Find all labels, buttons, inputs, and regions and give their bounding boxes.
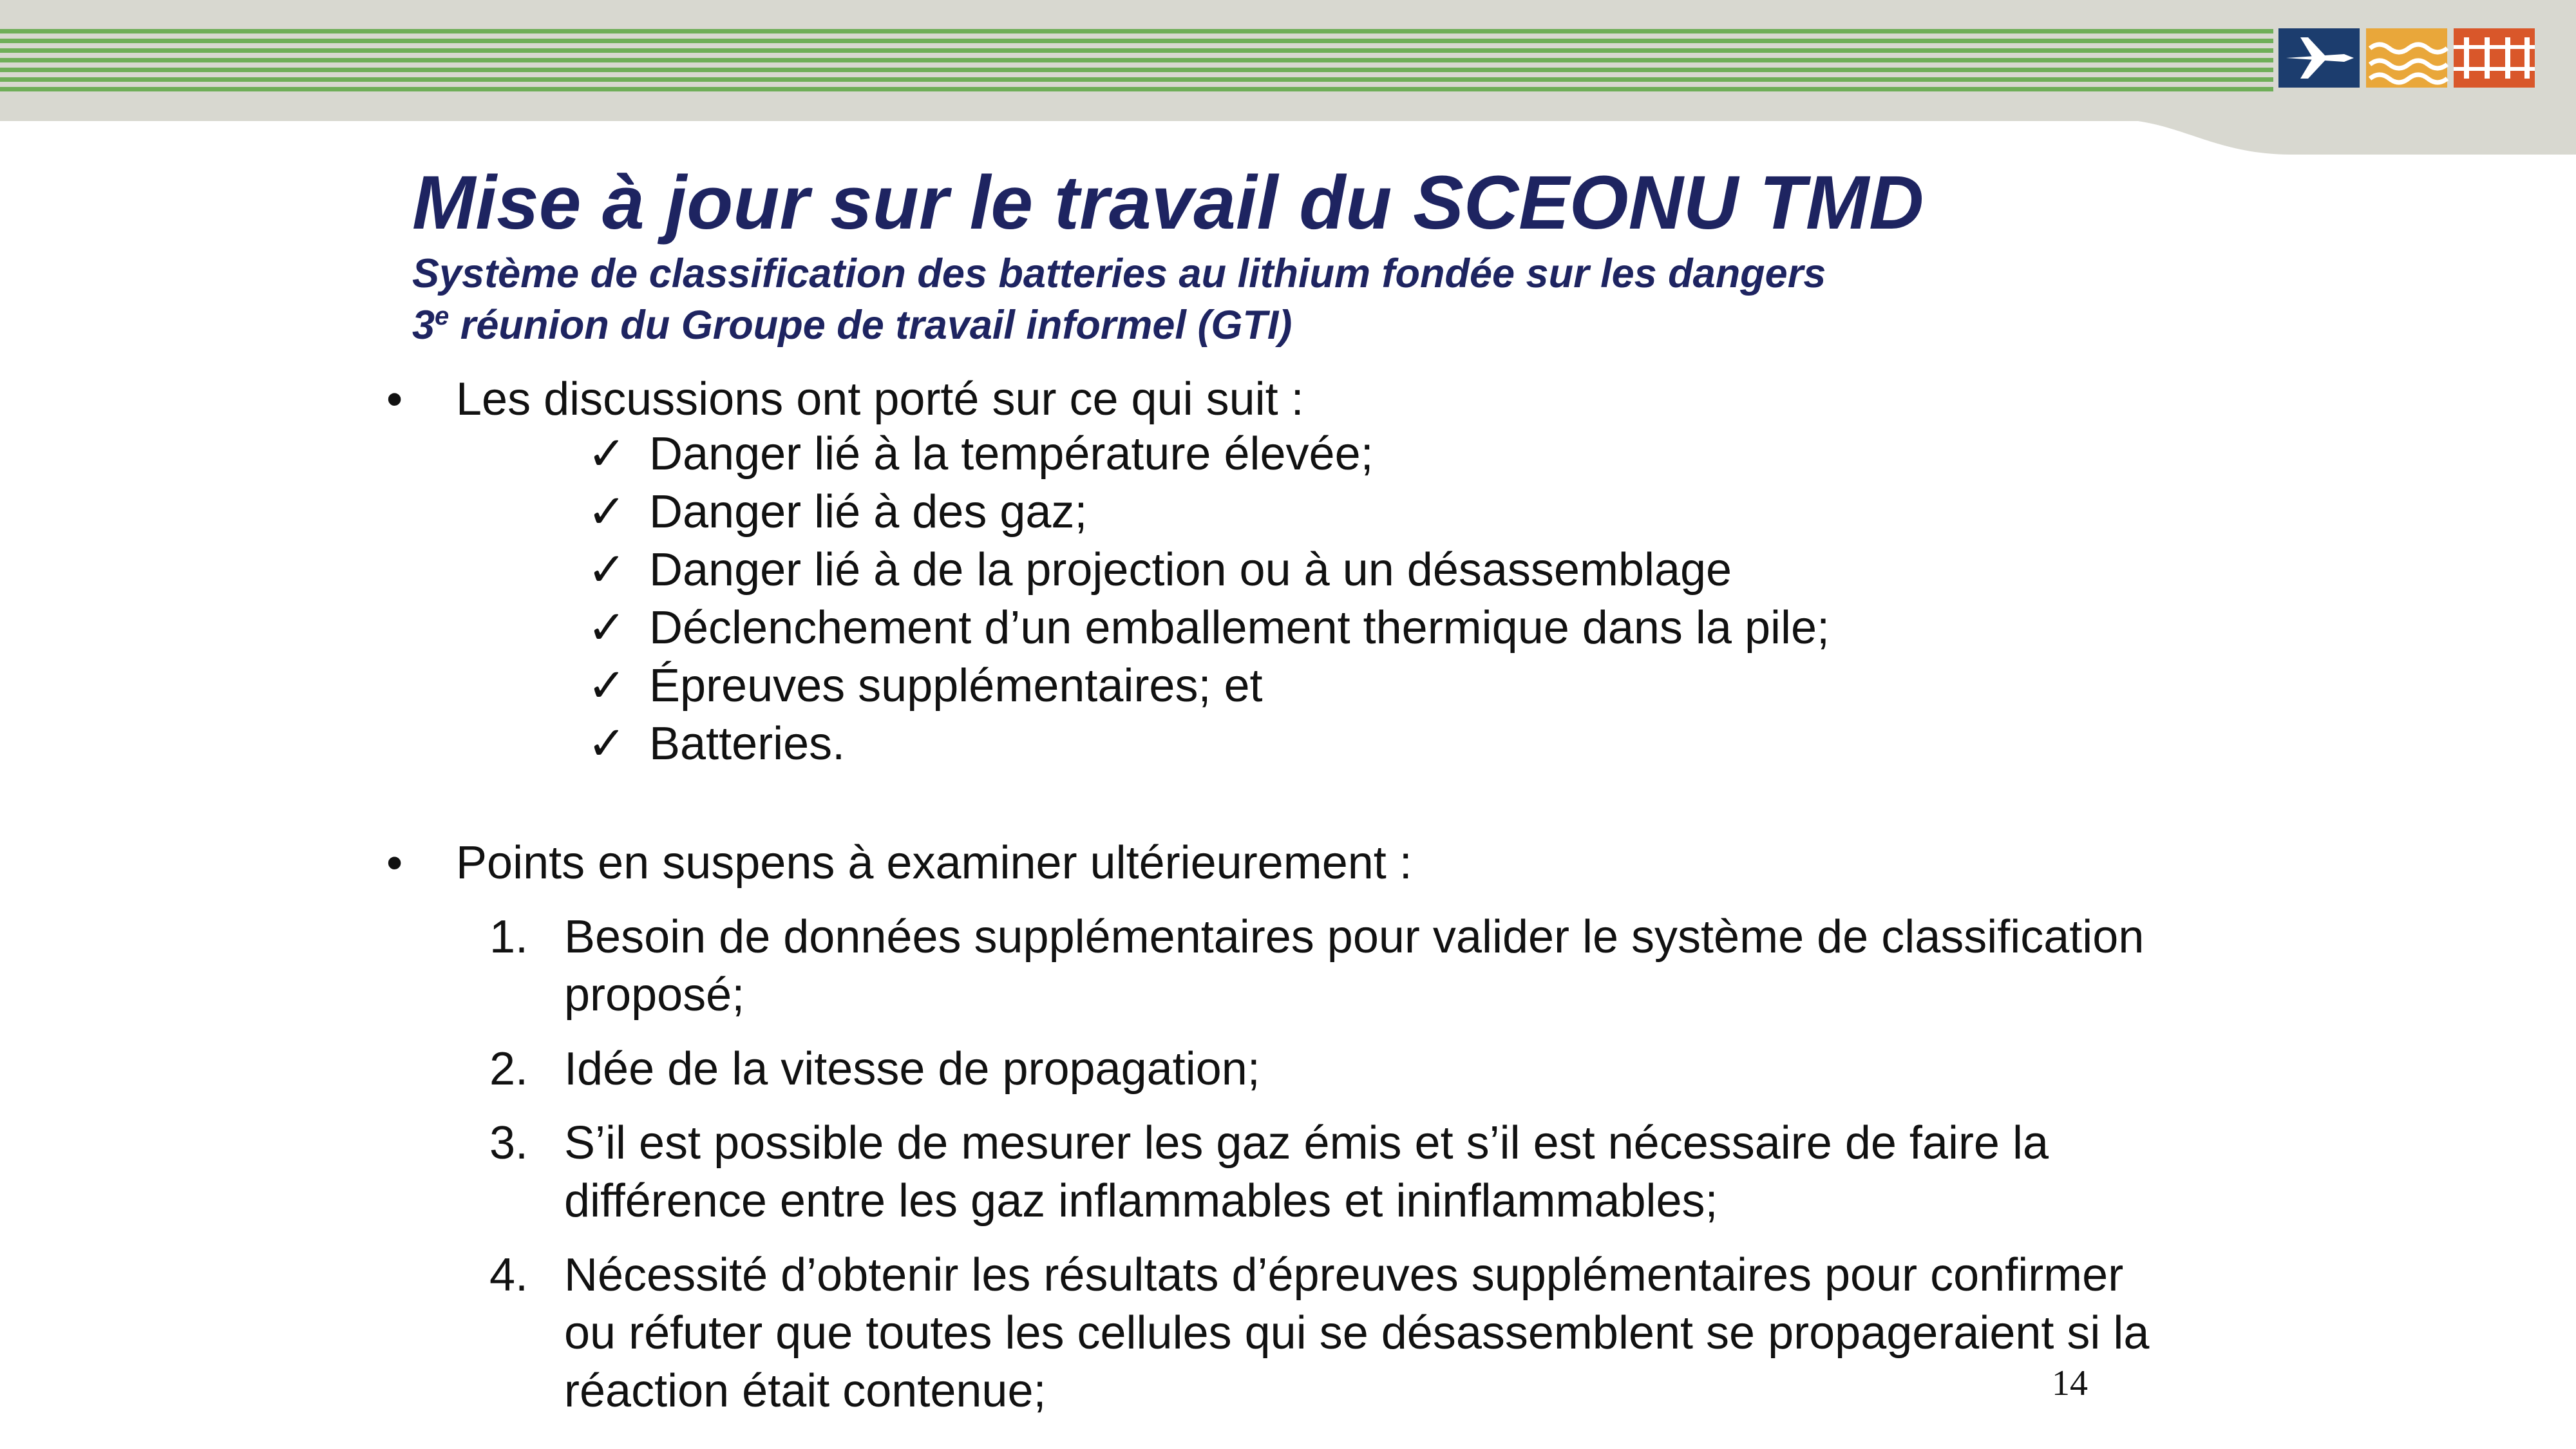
bullet-text: Points en suspens à examiner ultérieurement : xyxy=(456,837,1412,889)
meeting-number: 3 xyxy=(412,303,435,348)
checklist-item-text: Danger lié à de la projection ou à un désassemblage xyxy=(649,544,1732,596)
numbered-item xyxy=(489,1246,2164,1420)
waves-icon xyxy=(2366,28,2447,88)
numbered-item-text: Idée de la vitesse de propagation; xyxy=(564,1043,1260,1095)
checklist-item-text: Déclenchement d’un emballement thermique dans la pile; xyxy=(649,602,1830,654)
checklist-item-text: Batteries. xyxy=(649,718,846,770)
open-points-list xyxy=(489,908,2164,1436)
page-number: 14 xyxy=(2052,1363,2088,1403)
bullet-text: Les discussions ont porté sur ce qui suit : xyxy=(456,374,1304,425)
title-block xyxy=(412,158,2344,351)
logo xyxy=(2278,28,2535,88)
numbered-item xyxy=(489,908,2164,1024)
ordinal-suffix: e xyxy=(435,302,450,330)
checkmark-icon: ✓ xyxy=(587,602,627,654)
checklist-item-text: Épreuves supplémentaires; et xyxy=(649,660,1263,712)
numbered-item-text: Nécessité d’obtenir les résultats d’épreuves supplémentaires pour confirmer ou réfuter que toutes les cellules qui se désassemblent se propageraient si la réaction était contenue; xyxy=(564,1249,2150,1417)
bullet-item-open-points xyxy=(386,834,1412,892)
checkmark-icon: ✓ xyxy=(587,660,627,712)
checklist-item xyxy=(587,483,1830,541)
checkmark-icon: ✓ xyxy=(587,428,627,480)
item-number: 1. xyxy=(489,911,529,963)
airplane-icon xyxy=(2278,28,2360,88)
numbered-item xyxy=(489,1040,2164,1098)
item-number: 3. xyxy=(489,1117,529,1169)
item-number: 4. xyxy=(489,1249,529,1301)
bullet-item-discussions xyxy=(386,370,1304,428)
rail-icon xyxy=(2454,28,2535,88)
checklist-item xyxy=(587,599,1830,657)
discussion-checklist xyxy=(587,425,1830,773)
numbered-item-text: S’il est possible de mesurer les gaz émis et s’il est nécessaire de faire la différence entre les gaz inflammables et ininflammables; xyxy=(564,1117,2049,1227)
checkmark-icon: ✓ xyxy=(587,718,627,770)
checkmark-icon: ✓ xyxy=(587,544,627,596)
checklist-item-text: Danger lié à des gaz; xyxy=(649,486,1088,538)
checkmark-icon: ✓ xyxy=(587,486,627,538)
checklist-item-text: Danger lié à la température élevée; xyxy=(649,428,1374,480)
subtitle-line-1: Système de classification des batteries au lithium fondée sur les dangers xyxy=(412,251,1826,296)
subtitle-line-2-text: réunion du Groupe de travail informel (GTI) xyxy=(449,303,1293,348)
bullet-marker: • xyxy=(386,374,403,425)
checklist-item xyxy=(587,715,1830,773)
page-title: Mise à jour sur le travail du SCEONU TMD xyxy=(412,160,1924,245)
checklist-item xyxy=(587,541,1830,599)
item-number: 2. xyxy=(489,1043,529,1095)
numbered-item-text: Besoin de données supplémentaires pour valider le système de classification proposé; xyxy=(564,911,2145,1021)
checklist-item xyxy=(587,657,1830,715)
bullet-marker: • xyxy=(386,837,403,889)
numbered-item xyxy=(489,1114,2164,1230)
checklist-item xyxy=(587,425,1830,483)
subtitle-line-2 xyxy=(412,299,2344,351)
header-band xyxy=(0,0,2576,155)
